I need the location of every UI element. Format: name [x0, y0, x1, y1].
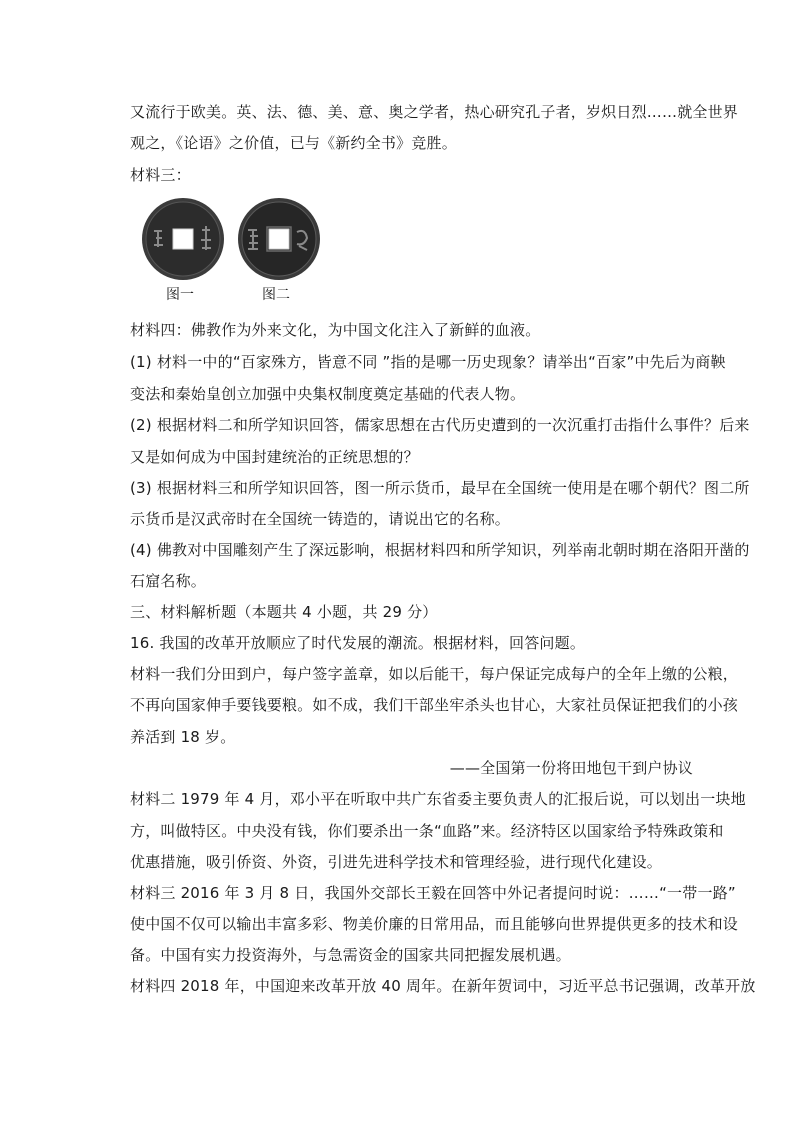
text-line: 示货币是汉武帝时在全国统一铸造的，请说出它的名称。	[130, 510, 511, 528]
source-attribution: ——全国第一份将田地包干到户协议	[449, 759, 693, 777]
text-line: 又是如何成为中国封建统治的正统思想的？	[130, 448, 419, 466]
section-heading: 三、材料解析题（本题共 4 小题，共 29 分）	[130, 603, 438, 621]
question-3: (3) 根据材料三和所学知识回答，图一所示货币，最早在全国统一使用是在哪个朝代？图二所	[130, 479, 750, 497]
text-line: 养活到 18 岁。	[130, 728, 236, 746]
figure-one-caption: 图一	[166, 287, 194, 303]
text-line: 又流行于欧美。英、法、德、美、意、奥之学者，热心研究孔子者，岁炽日烈……就全世界	[130, 103, 739, 121]
banliang-coin-image	[140, 196, 226, 282]
figure-two-caption: 图二	[262, 287, 290, 303]
question-2: (2) 根据材料二和所学知识回答，儒家思想在古代历史遭到的一次沉重打击指什么事件？后来	[130, 416, 750, 434]
text-line: 备。中国有实力投资海外，与急需资金的国家共同把握发展机遇。	[130, 946, 571, 964]
text-line: 材料三 2016 年 3 月 8 日，我国外交部长王毅在回答中外记者提问时说：……“一带一路”	[130, 884, 736, 902]
text-line: 材料一我们分田到户，每户签字盖章，如以后能干，每户保证完成每户的全年上缴的公粮，	[130, 665, 739, 683]
material-three-heading: 材料三：	[130, 166, 191, 184]
text-line: 优惠措施，吸引侨资、外资，引进先进科学技术和管理经验，进行现代化建设。	[130, 853, 663, 871]
text-line: 方，叫做特区。中央没有钱，你们要杀出一条“血路”来。经济特区以国家给予特殊政策和	[130, 822, 724, 840]
text-line: 不再向国家伸手要钱要粮。如不成，我们干部坐牢杀头也甘心，大家社员保证把我们的小孩	[130, 696, 739, 714]
question-4: (4) 佛教对中国雕刻产生了深远影响，根据材料四和所学知识，列举南北朝时期在洛阳开凿的	[130, 541, 750, 559]
text-line: 使中国不仅可以输出丰富多彩、物美价廉的日常用品，而且能够向世界提供更多的技术和设	[130, 915, 739, 933]
text-line: 材料四：佛教作为外来文化，为中国文化注入了新鲜的血液。	[130, 321, 541, 339]
wuzhu-coin-image	[236, 196, 322, 282]
question-1: (1) 材料一中的“百家殊方，皆意不同 ”指的是哪一历史现象？请举出“百家”中先后为商鞅	[130, 353, 726, 371]
text-line: 观之，《论语》之价值，已与《新约全书》竞胜。	[130, 134, 457, 152]
text-line: 材料四 2018 年，中国迎来改革开放 40 周年。在新年贺词中，习近平总书记强调，改革开放	[130, 977, 756, 995]
text-line: 材料二 1979 年 4 月，邓小平在听取中共广东省委主要负责人的汇报后说，可以划出一块地	[130, 790, 746, 808]
question-16-stem: 16. 我国的改革开放顺应了时代发展的潮流。根据材料，回答问题。	[130, 634, 586, 652]
text-line: 石窟名称。	[130, 572, 207, 590]
text-line: 变法和秦始皇创立加强中央集权制度奠定基础的代表人物。	[130, 385, 526, 403]
coin-figures	[138, 196, 338, 304]
